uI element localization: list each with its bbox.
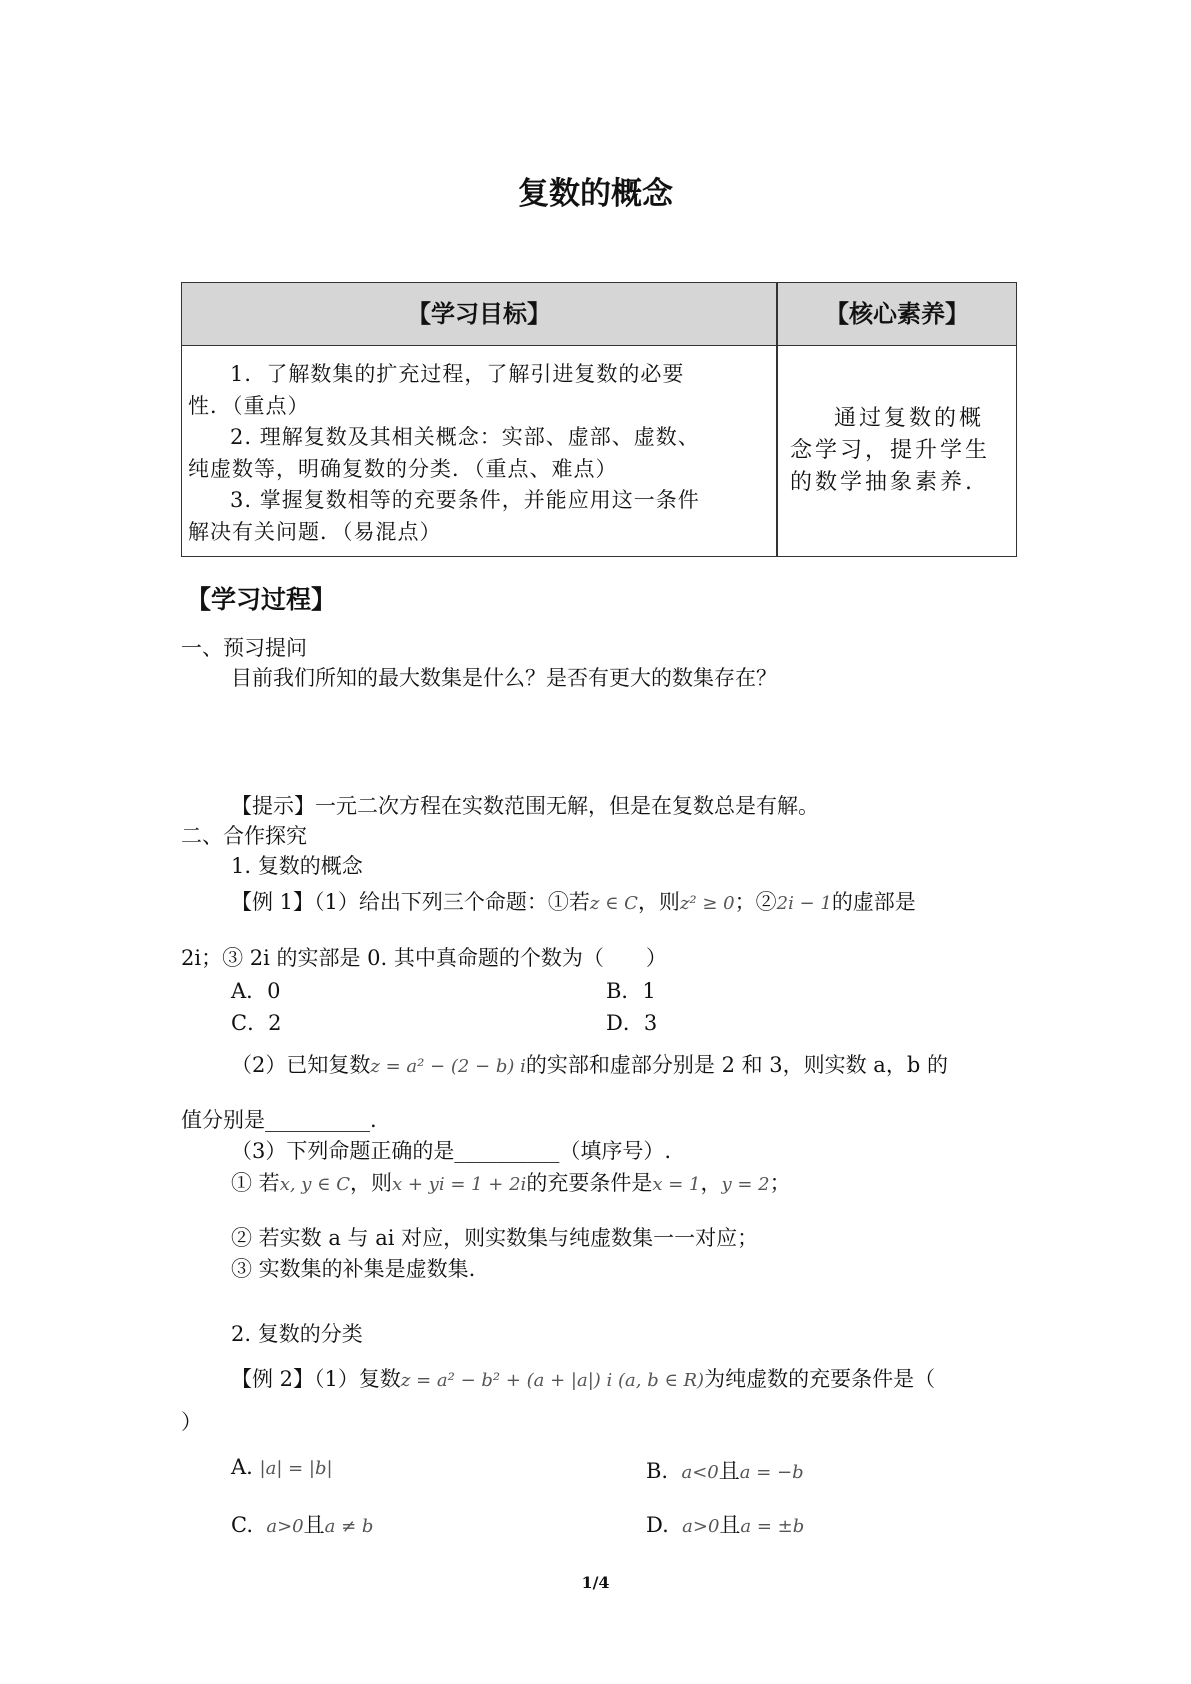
hint-text: 【提示】一元二次方程在实数范围无解，但是在复数总是有解。 <box>231 794 819 818</box>
part1-title: 一、预习提问 <box>181 636 307 660</box>
ex1-2-text-b: 的实部和虚部分别是 2 和 3，则实数 a，b 的 <box>525 1053 948 1077</box>
ex2-option-b <box>646 1455 804 1485</box>
ex1-math-2i-minus-1: 2i − 1 <box>776 893 832 914</box>
ex2-text-b: 为纯虚数的充要条件是（ <box>704 1367 936 1391</box>
page-number: 1/4 <box>581 1573 610 1592</box>
item1-text-c: 的充要条件是 <box>526 1171 653 1195</box>
statement-2: ② 若实数 a 与 ai 对应，则实数集与纯虚数集一一对应； <box>231 1226 759 1250</box>
item1-math-x: x = 1 <box>652 1174 701 1195</box>
goal-3-line-2: 解决有关问题．（易混点） <box>188 519 442 544</box>
item1-text-a: ① 若 <box>231 1171 280 1195</box>
ex1-option-a: A．0 <box>231 979 281 1003</box>
subsection-1-title: 1. 复数的概念 <box>231 854 363 878</box>
example2-close-paren: ） <box>181 1410 202 1434</box>
ex2-opt-c-label: C. <box>231 1513 253 1537</box>
statement-3: ③ 实数集的补集是虚数集. <box>231 1257 476 1281</box>
ex2-opt-c-math1: a>0 <box>266 1516 304 1537</box>
example1-part1-line1 <box>231 886 916 916</box>
header-core-literacy: 【核心素养】 <box>825 300 969 328</box>
part2-title: 二、合作探究 <box>181 824 307 848</box>
ex1-option-d: D．3 <box>606 1011 658 1035</box>
objectives-table <box>181 282 1017 557</box>
example1-part3: （3）下列命题正确的是__________（填序号）. <box>231 1139 672 1163</box>
ex1-option-c: C．2 <box>231 1011 282 1035</box>
goal-3-line-1: 3. 掌握复数相等的充要条件，并能应用这一条件 <box>230 488 700 512</box>
ex1-2-math: z = a² − (2 − b) i <box>370 1056 526 1077</box>
item1-text-e: ； <box>769 1171 791 1195</box>
goal-2-line-2: 纯虚数等，明确复数的分类．（重点、难点） <box>188 456 618 481</box>
ex2-opt-d-math1: a>0 <box>682 1516 720 1537</box>
statement-1 <box>231 1167 791 1197</box>
item1-math-y: y = 2 <box>721 1174 770 1195</box>
ex2-opt-c-and: 且 <box>303 1513 325 1537</box>
ex1-text-b: ，则 <box>637 890 680 914</box>
ex2-text-a: 【例 2】（1）复数 <box>231 1367 401 1391</box>
ex2-opt-b-and: 且 <box>718 1459 740 1483</box>
goal-1-line-2: 性．（重点） <box>188 393 310 418</box>
ex1-text-d: 的虚部是 <box>831 890 916 914</box>
ex2-math: z = a² − b² + (a + |a|) i (a, b ∈ R) <box>400 1370 705 1391</box>
ex2-option-a <box>231 1455 333 1479</box>
ex2-opt-d-math2: a = ±b <box>740 1516 805 1537</box>
item1-text-d: ， <box>700 1171 722 1195</box>
example2-line1 <box>231 1363 935 1393</box>
ex1-2-text-a: （2）已知复数 <box>231 1053 371 1077</box>
ex2-opt-b-label: B. <box>646 1459 669 1483</box>
example1-part2-line2: 值分别是__________. <box>181 1108 377 1132</box>
example1-part1-line2: 2i；③ 2i 的实部是 0. 其中真命题的个数为（ ） <box>181 946 667 970</box>
ex2-opt-a-math: |a| = |b| <box>259 1458 333 1479</box>
ex2-opt-c-math2: a ≠ b <box>324 1516 374 1537</box>
item1-text-b: ，则 <box>350 1171 392 1195</box>
ex1-math-z-in-c: z ∈ C <box>589 893 638 914</box>
ex2-option-c <box>231 1509 373 1539</box>
ex1-text-c: ；② <box>734 890 777 914</box>
ex1-math-z-squared: z² ≥ 0 <box>679 893 735 914</box>
goal-2-line-1: 2. 理解复数及其相关概念：实部、虚部、虚数、 <box>230 425 700 449</box>
ex2-opt-b-math2: a = −b <box>739 1462 804 1483</box>
ex2-opt-d-and: 且 <box>719 1513 741 1537</box>
ex2-option-d <box>646 1509 804 1539</box>
ex2-opt-a-label: A. <box>231 1455 253 1479</box>
header-learning-goals: 【学习目标】 <box>407 300 551 328</box>
goal-1-line-1: 1．了解数集的扩充过程，了解引进复数的必要 <box>230 362 685 386</box>
part1-question: 目前我们所知的最大数集是什么？是否有更大的数集存在？ <box>231 666 777 690</box>
example1-part2-line1 <box>231 1049 948 1079</box>
core-literacy-cell: 通过复数的概念学习，提升学生的数学抽象素养. <box>790 406 991 495</box>
subsection-2-title: 2. 复数的分类 <box>231 1322 363 1346</box>
ex2-opt-b-math1: a<0 <box>681 1462 719 1483</box>
ex1-option-b: B．1 <box>606 979 656 1003</box>
ex2-opt-d-label: D. <box>646 1513 669 1537</box>
learning-goals-cell <box>188 359 768 548</box>
ex1-text-a: 【例 1】（1）给出下列三个命题：①若 <box>231 890 590 914</box>
learning-process-heading: 【学习过程】 <box>186 585 337 614</box>
page-title: 复数的概念 <box>518 176 673 212</box>
item1-math-xy-in-c: x, y ∈ C <box>279 1174 350 1195</box>
item1-math-equation: x + yi = 1 + 2i <box>392 1174 527 1195</box>
